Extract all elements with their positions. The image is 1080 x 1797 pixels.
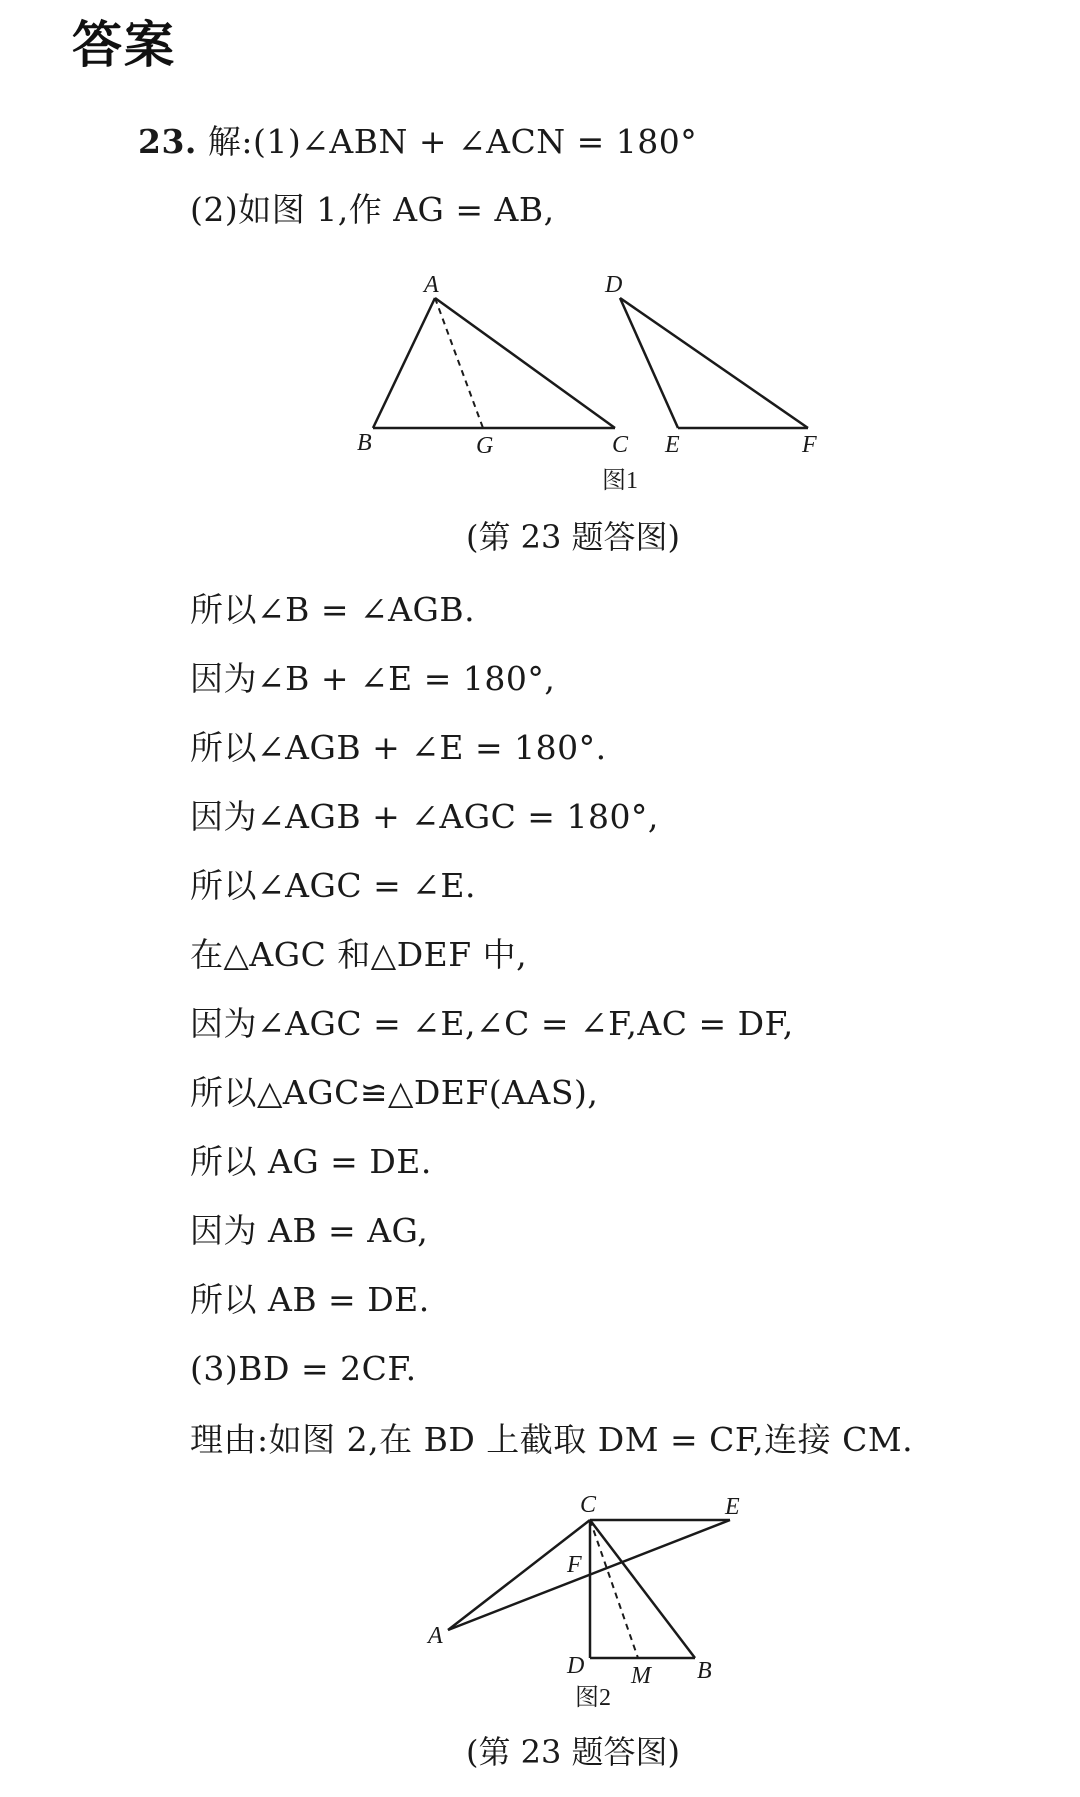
fig1-label-G: G xyxy=(476,433,494,459)
solution-line-15: 理由:如图 2,在 BD 上截取 DM = CF,连接 CM. xyxy=(190,1420,914,1459)
segment-CM-dashed xyxy=(590,1520,638,1658)
solution-line-5: 所以∠AGB + ∠E = 180°. xyxy=(190,728,607,767)
solution-line-6: 因为∠AGB + ∠AGC = 180°, xyxy=(190,797,659,836)
solution-line-7: 所以∠AGC = ∠E. xyxy=(190,866,476,905)
fig2-label-A: A xyxy=(428,1623,443,1649)
solution-line-1-text: 解:(1)∠ABN + ∠ACN = 180° xyxy=(207,122,698,161)
solution-line-8: 在△AGC 和△DEF 中, xyxy=(190,935,528,974)
fig1-label-D: D xyxy=(605,272,623,298)
figure-2-lines xyxy=(448,1520,730,1658)
solution-line-12: 因为 AB = AG, xyxy=(190,1211,429,1250)
fig1-sublabel: 图1 xyxy=(602,468,638,494)
question-number: 23. xyxy=(138,122,197,161)
fig2-sublabel: 图2 xyxy=(575,1685,611,1711)
segment-AE xyxy=(448,1520,730,1630)
fig1-label-E: E xyxy=(665,432,680,458)
solution-line-2: (2)如图 1,作 AG = AB, xyxy=(190,190,555,229)
segment-AB xyxy=(373,298,435,428)
segment-AG-dashed xyxy=(435,298,483,428)
figure-1-lines xyxy=(373,298,808,428)
segment-CB xyxy=(590,1520,695,1658)
solution-line-9: 因为∠AGC = ∠E,∠C = ∠F,AC = DF, xyxy=(190,1004,794,1043)
fig1-label-B: B xyxy=(357,430,372,456)
segment-DE xyxy=(620,298,678,428)
solution-line-10: 所以△AGC≌△DEF(AAS), xyxy=(190,1073,599,1112)
figure-1-caption: (第 23 题答图) xyxy=(466,518,681,556)
figure-2-caption: (第 23 题答图) xyxy=(466,1733,681,1771)
solution-line-13: 所以 AB = DE. xyxy=(190,1280,430,1319)
solution-line-1 xyxy=(138,120,697,164)
fig2-label-E: E xyxy=(725,1494,740,1520)
solution-line-3: 所以∠B = ∠AGB. xyxy=(190,590,476,629)
page-heading: 答案 xyxy=(72,16,176,74)
segment-DF xyxy=(620,298,808,428)
fig2-label-C: C xyxy=(580,1492,597,1518)
fig2-label-B: B xyxy=(697,1658,712,1684)
fig2-label-D: D xyxy=(567,1653,585,1679)
fig1-label-C: C xyxy=(612,432,629,458)
fig1-label-A: A xyxy=(424,272,439,298)
fig2-label-M: M xyxy=(631,1663,651,1689)
segment-CA xyxy=(448,1520,590,1630)
solution-line-14: (3)BD = 2CF. xyxy=(190,1349,417,1388)
fig2-label-F: F xyxy=(567,1552,582,1578)
fig1-label-F: F xyxy=(802,432,817,458)
solution-line-4: 因为∠B + ∠E = 180°, xyxy=(190,659,556,698)
segment-AC xyxy=(435,298,615,428)
solution-line-11: 所以 AG = DE. xyxy=(190,1142,432,1181)
